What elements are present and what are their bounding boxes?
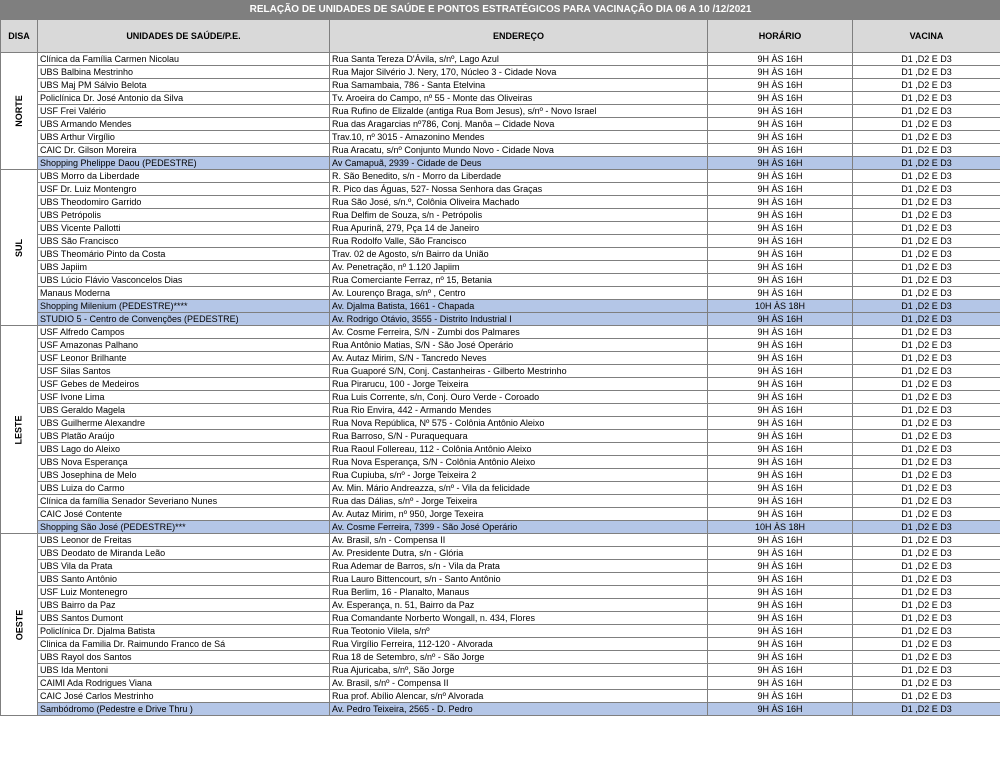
unit-cell: UBS São Francisco [38,235,330,248]
hours-cell: 9H ÀS 16H [708,417,853,430]
vaccine-cell: D1 ,D2 E D3 [853,651,1000,664]
table-row [1,339,1000,352]
hours-cell: 9H ÀS 16H [708,131,853,144]
address-cell: Rua Ajuricaba, s/nº, São Jorge [330,664,708,677]
address-cell: Rua Delfim de Souza, s/n - Petrópolis [330,209,708,222]
address-cell: Av Camapuã, 2939 - Cidade de Deus [330,157,708,170]
vaccine-cell: D1 ,D2 E D3 [853,469,1000,482]
vaccine-cell: D1 ,D2 E D3 [853,573,1000,586]
table-row [1,118,1000,131]
unit-cell: UBS Geraldo Magela [38,404,330,417]
vaccine-cell: D1 ,D2 E D3 [853,196,1000,209]
vaccine-cell: D1 ,D2 E D3 [853,534,1000,547]
unit-cell: UBS Platão Araújo [38,430,330,443]
hours-cell: 9H ÀS 16H [708,118,853,131]
vaccine-cell: D1 ,D2 E D3 [853,261,1000,274]
unit-cell: Clínica da família Senador Severiano Nunes [38,495,330,508]
hours-cell: 9H ÀS 16H [708,209,853,222]
vaccine-cell: D1 ,D2 E D3 [853,625,1000,638]
header-disa: DISA [1,20,38,53]
address-cell: Rua Antônio Matias, S/N - São José Operário [330,339,708,352]
unit-cell: CAIC Dr. Gilson Moreira [38,144,330,157]
vaccine-cell: D1 ,D2 E D3 [853,339,1000,352]
disa-cell [1,326,38,534]
address-cell: Rua das Dálias, s/nº - Jorge Teixeira [330,495,708,508]
address-cell: Rua Samambaia, 786 - Santa Etelvina [330,79,708,92]
table-row [1,599,1000,612]
vaccine-cell: D1 ,D2 E D3 [853,508,1000,521]
table-row [1,547,1000,560]
unit-cell: UBS Ida Mentoni [38,664,330,677]
unit-cell: Shopping Milenium (PEDESTRE)**** [38,300,330,313]
hours-cell: 10H ÀS 18H [708,300,853,313]
hours-cell: 9H ÀS 16H [708,261,853,274]
vaccine-cell: D1 ,D2 E D3 [853,53,1000,66]
address-cell: R. Pico das Águas, 527- Nossa Senhora das Graças [330,183,708,196]
table-row [1,300,1000,313]
address-cell: Rua Nova República, Nº 575 - Colônia Antônio Aleixo [330,417,708,430]
unit-cell: CAIC José Contente [38,508,330,521]
table-row [1,391,1000,404]
table-row [1,651,1000,664]
address-cell: Rua Rufino de Elizalde (antiga Rua Bom Jesus), s/nº - Novo Israel [330,105,708,118]
unit-cell: USF Alfredo Campos [38,326,330,339]
unit-cell: UBS Guilherme Alexandre [38,417,330,430]
unit-cell: USF Gebes de Medeiros [38,378,330,391]
table-row [1,430,1000,443]
vaccine-cell: D1 ,D2 E D3 [853,313,1000,326]
unit-cell: UBS Bairro da Paz [38,599,330,612]
hours-cell: 10H ÀS 18H [708,521,853,534]
table-row [1,131,1000,144]
table-row [1,703,1000,716]
unit-cell: USF Amazonas Palhano [38,339,330,352]
address-cell: Rua 18 de Setembro, s/nº - São Jorge [330,651,708,664]
unit-cell: UBS Morro da Liberdade [38,170,330,183]
table-row [1,170,1000,183]
hours-cell: 9H ÀS 16H [708,391,853,404]
table-row [1,534,1000,547]
vaccine-cell: D1 ,D2 E D3 [853,235,1000,248]
unit-cell: STUDIO 5 - Centro de Convenções (PEDESTRE) [38,313,330,326]
header-address: ENDEREÇO [330,20,708,53]
table-row [1,495,1000,508]
address-cell: Av. Rodrigo Otávio, 3555 - Distrito Industrial I [330,313,708,326]
table-row [1,586,1000,599]
hours-cell: 9H ÀS 16H [708,365,853,378]
hours-cell: 9H ÀS 16H [708,534,853,547]
table-row [1,508,1000,521]
address-cell: Rua Virgílio Ferreira, 112-120 - Alvorada [330,638,708,651]
unit-cell: Policlínica Dr. Djalma Batista [38,625,330,638]
address-cell: Rua Nova Esperança, S/N - Colônia Antônio Aleixo [330,456,708,469]
table-row [1,235,1000,248]
hours-cell: 9H ÀS 16H [708,196,853,209]
table-row [1,53,1000,66]
table-row [1,274,1000,287]
vaccine-cell: D1 ,D2 E D3 [853,326,1000,339]
unit-cell: UBS Santos Dumont [38,612,330,625]
address-cell: Av. Cosme Ferreira, 7399 - São José Operário [330,521,708,534]
header-row [1,20,1000,53]
table-row [1,79,1000,92]
hours-cell: 9H ÀS 16H [708,430,853,443]
table-row [1,365,1000,378]
address-cell: Av. Brasil, s/nº - Compensa II [330,677,708,690]
table-row [1,521,1000,534]
vaccine-cell: D1 ,D2 E D3 [853,118,1000,131]
address-cell: Rua prof. Abílio Alencar, s/nº Alvorada [330,690,708,703]
vaccine-cell: D1 ,D2 E D3 [853,404,1000,417]
unit-cell: UBS Japiim [38,261,330,274]
hours-cell: 9H ÀS 16H [708,456,853,469]
table-row [1,248,1000,261]
hours-cell: 9H ÀS 16H [708,222,853,235]
address-cell: Rua Aracatu, s/nº Conjunto Mundo Novo - Cidade Nova [330,144,708,157]
vaccine-cell: D1 ,D2 E D3 [853,378,1000,391]
table-row [1,612,1000,625]
address-cell: Rua Luis Corrente, s/n, Conj. Ouro Verde - Coroado [330,391,708,404]
hours-cell: 9H ÀS 16H [708,378,853,391]
hours-cell: 9H ÀS 16H [708,560,853,573]
table-row [1,560,1000,573]
title-row [1,1,1000,20]
hours-cell: 9H ÀS 16H [708,651,853,664]
address-cell: Trav. 02 de Agosto, s/n Bairro da União [330,248,708,261]
vaccine-cell: D1 ,D2 E D3 [853,248,1000,261]
vaccine-cell: D1 ,D2 E D3 [853,612,1000,625]
hours-cell: 9H ÀS 16H [708,482,853,495]
vaccine-cell: D1 ,D2 E D3 [853,365,1000,378]
unit-cell: Sambódromo (Pedestre e Drive Thru ) [38,703,330,716]
vaccine-cell: D1 ,D2 E D3 [853,209,1000,222]
address-cell: Av. Brasil, s/n - Compensa II [330,534,708,547]
unit-cell: UBS Luiza do Carmo [38,482,330,495]
vaccine-cell: D1 ,D2 E D3 [853,417,1000,430]
hours-cell: 9H ÀS 16H [708,495,853,508]
hours-cell: 9H ÀS 16H [708,339,853,352]
unit-cell: UBS Arthur Virgílio [38,131,330,144]
vaccine-cell: D1 ,D2 E D3 [853,495,1000,508]
hours-cell: 9H ÀS 16H [708,66,853,79]
address-cell: Rua Guaporé S/N, Conj. Castanheiras - Gilberto Mestrinho [330,365,708,378]
unit-cell: UBS Leonor de Freitas [38,534,330,547]
address-cell: Av. Cosme Ferreira, S/N - Zumbi dos Palmares [330,326,708,339]
table-row [1,352,1000,365]
hours-cell: 9H ÀS 16H [708,664,853,677]
table-row [1,482,1000,495]
unit-cell: UBS Santo Antônio [38,573,330,586]
unit-cell: UBS Armando Mendes [38,118,330,131]
address-cell: Tv. Aroeira do Campo, nº 55 - Monte das Oliveiras [330,92,708,105]
table-row [1,261,1000,274]
address-cell: R. São Benedito, s/n - Morro da Liberdade [330,170,708,183]
vaccine-cell: D1 ,D2 E D3 [853,456,1000,469]
hours-cell: 9H ÀS 16H [708,274,853,287]
vaccine-cell: D1 ,D2 E D3 [853,547,1000,560]
hours-cell: 9H ÀS 16H [708,157,853,170]
address-cell: Rua Teotonio Vilela, s/nº [330,625,708,638]
table-row [1,690,1000,703]
address-cell: Rua Comerciante Ferraz, nº 15, Betania [330,274,708,287]
hours-cell: 9H ÀS 16H [708,144,853,157]
vaccine-cell: D1 ,D2 E D3 [853,482,1000,495]
hours-cell: 9H ÀS 16H [708,404,853,417]
vaccine-cell: D1 ,D2 E D3 [853,430,1000,443]
disa-label: NORTE [14,95,24,127]
hours-cell: 9H ÀS 16H [708,573,853,586]
unit-cell: UBS Nova Esperança [38,456,330,469]
table-row [1,105,1000,118]
hours-cell: 9H ÀS 16H [708,326,853,339]
vaccine-cell: D1 ,D2 E D3 [853,443,1000,456]
vaccine-cell: D1 ,D2 E D3 [853,560,1000,573]
address-cell: Av. Presidente Dutra, s/n - Glória [330,547,708,560]
table-row [1,209,1000,222]
header-unit: UNIDADES DE SAÚDE/P.E. [38,20,330,53]
address-cell: Rua Ademar de Barros, s/n - Vila da Prata [330,560,708,573]
disa-cell [1,534,38,716]
unit-cell: UBS Rayol dos Santos [38,651,330,664]
unit-cell: UBS Lago do Aleixo [38,443,330,456]
unit-cell: Shopping São José (PEDESTRE)*** [38,521,330,534]
vaccine-cell: D1 ,D2 E D3 [853,599,1000,612]
address-cell: Rua Rodolfo Valle, São Francisco [330,235,708,248]
address-cell: Trav.10, nº 3015 - Amazonino Mendes [330,131,708,144]
unit-cell: UBS Maj PM Sálvio Belota [38,79,330,92]
unit-cell: UBS Theodomiro Garrido [38,196,330,209]
hours-cell: 9H ÀS 16H [708,313,853,326]
table-row [1,313,1000,326]
address-cell: Av. Lourenço Braga, s/nº , Centro [330,287,708,300]
unit-cell: USF Silas Santos [38,365,330,378]
table-row [1,404,1000,417]
hours-cell: 9H ÀS 16H [708,235,853,248]
vaccine-cell: D1 ,D2 E D3 [853,638,1000,651]
header-vaccine: VACINA [853,20,1000,53]
address-cell: Rua das Aragarcias nº786, Conj. Manôa – Cidade Nova [330,118,708,131]
hours-cell: 9H ÀS 16H [708,638,853,651]
hours-cell: 9H ÀS 16H [708,677,853,690]
address-cell: Av. Penetração, nº 1.120 Japiim [330,261,708,274]
address-cell: Rua Rio Envira, 442 - Armando Mendes [330,404,708,417]
vaccine-cell: D1 ,D2 E D3 [853,703,1000,716]
disa-label: OESTE [13,609,24,640]
disa-label: SUL [14,238,24,257]
address-cell: Av. Min. Mário Andreazza, s/nº - Vila da felicidade [330,482,708,495]
table-row [1,66,1000,79]
unit-cell: Clinica da Familia Dr. Raimundo Franco de Sá [38,638,330,651]
address-cell: Rua Raoul Follereau, 112 - Colônia Antônio Aleixo [330,443,708,456]
address-cell: Av. Pedro Teixeira, 2565 - D. Pedro [330,703,708,716]
hours-cell: 9H ÀS 16H [708,79,853,92]
table-row [1,92,1000,105]
table-row [1,456,1000,469]
vaccine-cell: D1 ,D2 E D3 [853,664,1000,677]
vaccine-cell: D1 ,D2 E D3 [853,586,1000,599]
address-cell: Rua Santa Tereza D'Ávila, s/nº, Lago Azul [330,53,708,66]
hours-cell: 9H ÀS 16H [708,703,853,716]
table-row [1,417,1000,430]
unit-cell: CAIMI Ada Rodrigues Viana [38,677,330,690]
address-cell: Rua Cupiuba, s/nº - Jorge Teixeira 2 [330,469,708,482]
table-row [1,677,1000,690]
table-row [1,638,1000,651]
hours-cell: 9H ÀS 16H [708,586,853,599]
hours-cell: 9H ÀS 16H [708,599,853,612]
hours-cell: 9H ÀS 16H [708,92,853,105]
unit-cell: USF Ivone Lima [38,391,330,404]
table-row [1,664,1000,677]
address-cell: Rua Pirarucu, 100 - Jorge Teixeira [330,378,708,391]
unit-cell: UBS Petrópolis [38,209,330,222]
table-row [1,469,1000,482]
table-row [1,183,1000,196]
unit-cell: UBS Balbina Mestrinho [38,66,330,79]
hours-cell: 9H ÀS 16H [708,690,853,703]
vaccine-cell: D1 ,D2 E D3 [853,66,1000,79]
hours-cell: 9H ÀS 16H [708,547,853,560]
vaccine-cell: D1 ,D2 E D3 [853,677,1000,690]
unit-cell: USF Dr. Luiz Montengro [38,183,330,196]
unit-cell: Clínica da Família Carmen Nicolau [38,53,330,66]
vaccine-cell: D1 ,D2 E D3 [853,105,1000,118]
table-row [1,287,1000,300]
vaccine-cell: D1 ,D2 E D3 [853,183,1000,196]
unit-cell: USF Luiz Montenegro [38,586,330,599]
unit-cell: USF Leonor Brilhante [38,352,330,365]
unit-cell: UBS Deodato de Miranda Leão [38,547,330,560]
header-hours: HORÁRIO [708,20,853,53]
hours-cell: 9H ÀS 16H [708,183,853,196]
vaccine-cell: D1 ,D2 E D3 [853,92,1000,105]
disa-cell [1,170,38,326]
table-body [1,53,1000,716]
unit-cell: CAIC José Carlos Mestrinho [38,690,330,703]
address-cell: Av. Autaz Mirim, nº 950, Jorge Texeira [330,508,708,521]
unit-cell: UBS Theomário Pinto da Costa [38,248,330,261]
vaccine-cell: D1 ,D2 E D3 [853,352,1000,365]
unit-cell: Shopping Phelippe Daou (PEDESTRE) [38,157,330,170]
table-row [1,196,1000,209]
hours-cell: 9H ÀS 16H [708,612,853,625]
vaccine-cell: D1 ,D2 E D3 [853,222,1000,235]
table-row [1,144,1000,157]
address-cell: Rua Comandante Norberto Wongall, n. 434, Flores [330,612,708,625]
address-cell: Av. Autaz Mirim, S/N - Tancredo Neves [330,352,708,365]
disa-cell [1,53,38,170]
address-cell: Av. Djalma Batista, 1661 - Chapada [330,300,708,313]
unit-cell: UBS Vila da Prata [38,560,330,573]
address-cell: Av. Esperança, n. 51, Bairro da Paz [330,599,708,612]
hours-cell: 9H ÀS 16H [708,469,853,482]
address-cell: Rua Barroso, S/N - Puraquequara [330,430,708,443]
hours-cell: 9H ÀS 16H [708,248,853,261]
unit-cell: USF Frei Valério [38,105,330,118]
vaccine-cell: D1 ,D2 E D3 [853,287,1000,300]
hours-cell: 9H ÀS 16H [708,443,853,456]
address-cell: Rua Major Silvério J. Nery, 170, Núcleo 3 - Cidade Nova [330,66,708,79]
vaccine-cell: D1 ,D2 E D3 [853,300,1000,313]
vaccine-cell: D1 ,D2 E D3 [853,157,1000,170]
unit-cell: Policlínica Dr. José Antonio da Silva [38,92,330,105]
table-title: RELAÇÃO DE UNIDADES DE SAÚDE E PONTOS ESTRATÉGICOS PARA VACINAÇÃO DIA 06 A 10 /12/2021 [1,1,1000,20]
vaccine-cell: D1 ,D2 E D3 [853,144,1000,157]
hours-cell: 9H ÀS 16H [708,53,853,66]
table-row [1,326,1000,339]
hours-cell: 9H ÀS 16H [708,287,853,300]
table-row [1,222,1000,235]
unit-cell: UBS Lúcio Flávio Vasconcelos Dias [38,274,330,287]
hours-cell: 9H ÀS 16H [708,625,853,638]
address-cell: Rua Berlim, 16 - Planalto, Manaus [330,586,708,599]
vaccine-cell: D1 ,D2 E D3 [853,274,1000,287]
vaccine-cell: D1 ,D2 E D3 [853,391,1000,404]
hours-cell: 9H ÀS 16H [708,352,853,365]
disa-label: LESTE [13,414,24,445]
hours-cell: 9H ÀS 16H [708,508,853,521]
vaccine-cell: D1 ,D2 E D3 [853,79,1000,92]
address-cell: Rua Lauro Bittencourt, s/n - Santo Antônio [330,573,708,586]
unit-cell: UBS Vicente Pallotti [38,222,330,235]
vaccine-cell: D1 ,D2 E D3 [853,170,1000,183]
vaccine-cell: D1 ,D2 E D3 [853,521,1000,534]
vaccine-cell: D1 ,D2 E D3 [853,690,1000,703]
table-row [1,573,1000,586]
address-cell: Rua Apurinã, 279, Pça 14 de Janeiro [330,222,708,235]
address-cell: Rua São José, s/n.º, Colônia Oliveira Machado [330,196,708,209]
vaccine-cell: D1 ,D2 E D3 [853,131,1000,144]
unit-cell: UBS Josephina de Melo [38,469,330,482]
table-row [1,443,1000,456]
table-row [1,157,1000,170]
unit-cell: Manaus Moderna [38,287,330,300]
table-row [1,378,1000,391]
hours-cell: 9H ÀS 16H [708,105,853,118]
hours-cell: 9H ÀS 16H [708,170,853,183]
table-row [1,625,1000,638]
